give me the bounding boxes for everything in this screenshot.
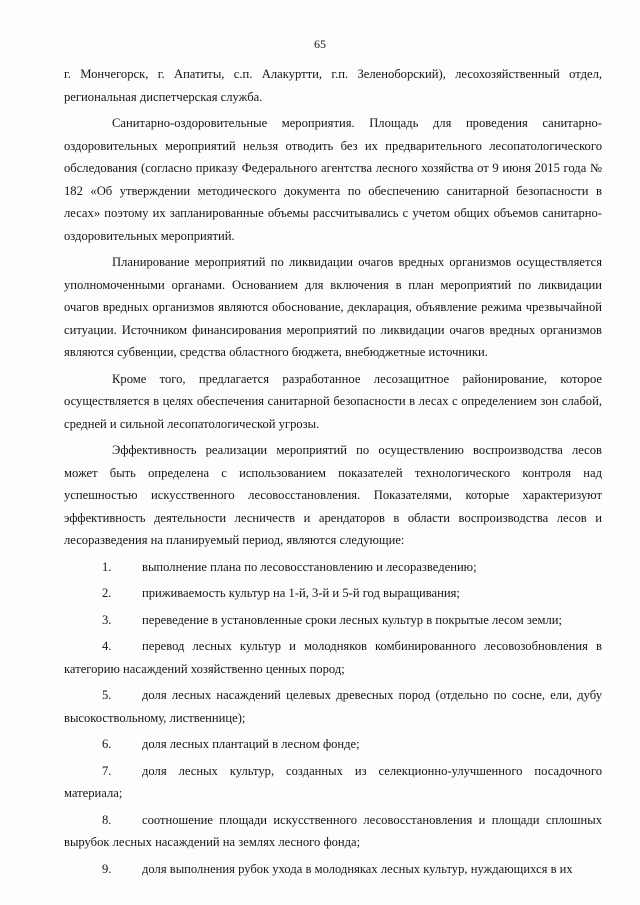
paragraph: г. Мончегорск, г. Апатиты, с.п. Алакуртти, г.п. Зеленоборский), лесохозяйственный отдел, региональная диспетчерская служба. (64, 67, 602, 104)
list-item-number: 4. (102, 639, 112, 653)
paragraph: Кроме того, предлагается разработанное лесозащитное районирование, которое осуществляется в целях обеспечения санитарной безопасности в лесах с определением зон слабой, средней и сильной лесопатологической угрозы. (64, 371, 602, 431)
list-item-number: 8. (102, 812, 112, 827)
list-item (64, 609, 602, 632)
list-item-number: 5. (102, 688, 112, 702)
numbered-list (64, 556, 602, 881)
paragraph: Планирование мероприятий по ликвидации очагов вредных организмов осуществляется уполномоченными органами. Основанием для включения в план мероприятий по ликвидации очагов вредных организмов являются обоснование, декларация, объявление режима чрезвычайной ситуации. Источником финансирования мероприятий по ликвидации очагов вредных организмов являются субвенции, средства областного бюджета, внебюджетные источники. (64, 255, 602, 359)
list-item-text: доля лесных плантаций в лесном фонде; (142, 737, 360, 751)
list-item-text: доля лесных культур, созданных из селекционно-улучшенного посадочного материала; (64, 763, 602, 800)
list-item (64, 809, 602, 854)
paragraph: Санитарно-оздоровительные мероприятия. Площадь для проведения санитарно-оздоровительных мероприятий нельзя отводить без их предварительного лесопатологического обследования (согласно приказу Федерального агентства лесного хозяйства от 9 июня 2015 года № 182 «Об утверждении методического документа по обеспечению санитарной безопасности в лесах» поэтому их запланированные объемы рассчитывались с учетом общих объемов санитарно-оздоровительных мероприятий. (64, 116, 602, 243)
list-item-text: доля лесных насаждений целевых древесных пород (отдельно по сосне, ели, дубу высокоствольному, лиственнице); (64, 688, 602, 725)
list-item-text: соотношение площади искусственного лесовосстановления и площади сплошных вырубок лесных насаждений на землях лесного фонда; (64, 812, 602, 849)
list-item-text: переведение в установленные сроки лесных культур в покрытые лесом земли; (142, 612, 562, 627)
list-item (64, 582, 602, 605)
page-number: 65 (314, 37, 326, 51)
list-item (64, 760, 602, 805)
list-item-text: выполнение плана по лесовосстановлению и лесоразведению; (142, 559, 477, 574)
list-item-number: 9. (102, 861, 112, 876)
list-item-number: 6. (102, 737, 112, 751)
list-item (64, 858, 602, 881)
list-item (64, 733, 602, 756)
list-item (64, 635, 602, 680)
list-item (64, 684, 602, 729)
list-item-text: перевод лесных культур и молодняков комбинированного лесовозобновления в категорию насаждений хозяйственно ценных пород; (64, 639, 602, 676)
body-text (64, 63, 602, 880)
list-item-number: 2. (102, 586, 112, 600)
list-item-number: 7. (102, 763, 112, 778)
list-item-number: 3. (102, 612, 112, 627)
list-item (64, 556, 602, 579)
list-item-number: 1. (102, 559, 112, 574)
list-item-text: приживаемость культур на 1-й, 3-й и 5-й год выращивания; (142, 586, 460, 600)
list-item-text: доля выполнения рубок ухода в молодняках лесных культур, нуждающихся в их (142, 861, 573, 876)
paragraph: Эффективность реализации мероприятий по осуществлению воспроизводства лесов может быть определена с использованием показателей технологического контроля над успешностью искусственного лесовосстановления. Показателями, которые характеризуют эффективность деятельности лесничеств и арендаторов в области воспроизводства лесов и лесоразведения на планируемый период, являются следующие: (64, 443, 602, 547)
